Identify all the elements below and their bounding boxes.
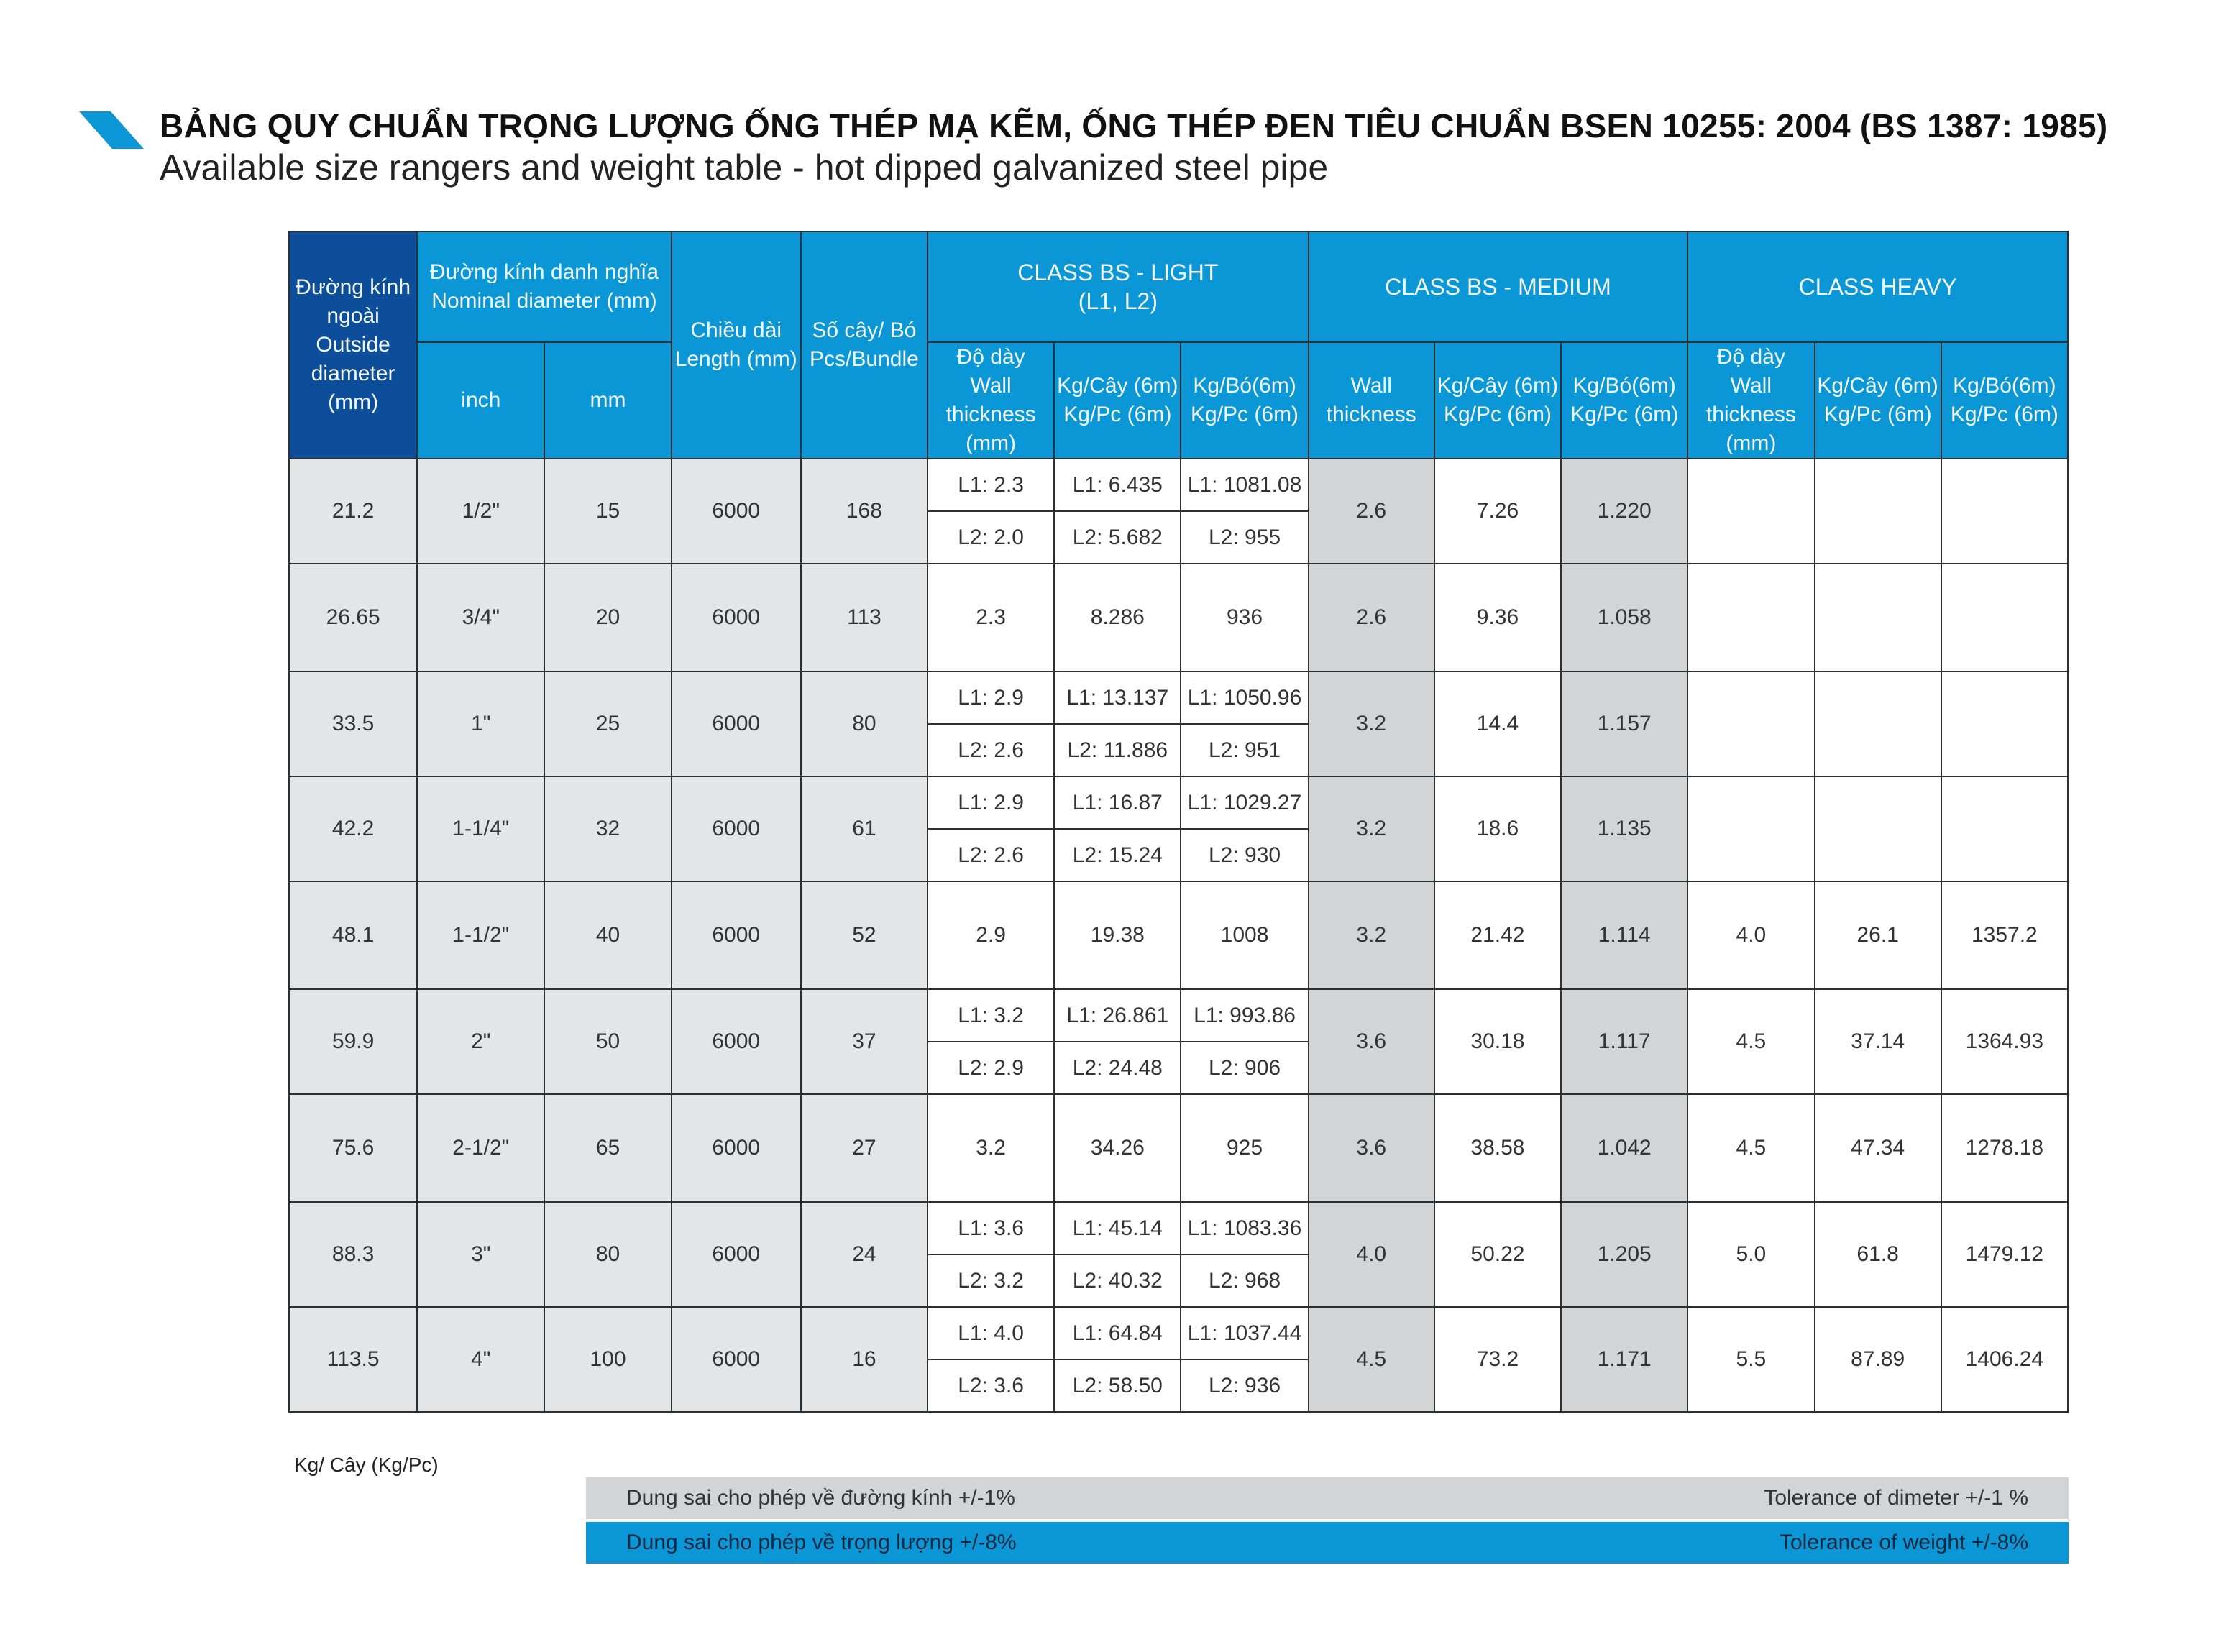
light-kg-cay-cell: 34.26 bbox=[1054, 1094, 1181, 1202]
medium-thickness-cell: 3.2 bbox=[1309, 881, 1434, 989]
header-light-kg-bo: Kg/Bó(6m) Kg/Pc (6m) bbox=[1181, 342, 1308, 459]
light-thickness-cell: L1: 3.6 bbox=[928, 1202, 1054, 1254]
heavy-kg-bo-cell: 1406.24 bbox=[1941, 1307, 2068, 1412]
light-thickness-cell: 2.3 bbox=[928, 564, 1054, 671]
light-kg-bo-cell: L2: 936 bbox=[1181, 1359, 1308, 1412]
table-row bbox=[289, 881, 2068, 989]
heavy-thickness-cell: 4.5 bbox=[1687, 989, 1814, 1094]
header-inch: inch bbox=[417, 342, 544, 459]
light-thickness-cell: L2: 2.6 bbox=[928, 829, 1054, 881]
outside-diameter-cell: 48.1 bbox=[289, 881, 417, 989]
mm-cell: 20 bbox=[544, 564, 671, 671]
light-kg-cay-cell: L2: 15.24 bbox=[1054, 829, 1181, 881]
light-kg-bo-cell: L1: 1029.27 bbox=[1181, 776, 1308, 829]
header-class-medium: CLASS BS - MEDIUM bbox=[1309, 231, 1688, 342]
header-outside-diameter: Đường kính ngoài Outside diameter (mm) bbox=[289, 231, 417, 459]
page-subtitle: Available size rangers and weight table - hot dipped galvanized steel pipe bbox=[160, 147, 1329, 188]
inch-cell: 1-1/2" bbox=[417, 881, 544, 989]
heavy-kg-bo-cell bbox=[1941, 671, 2068, 776]
header-mm: mm bbox=[544, 342, 671, 459]
light-kg-cay-cell: L1: 16.87 bbox=[1054, 776, 1181, 829]
medium-kg-cay-cell: 30.18 bbox=[1434, 989, 1561, 1094]
heavy-kg-cay-cell: 47.34 bbox=[1815, 1094, 1941, 1202]
mm-cell: 50 bbox=[544, 989, 671, 1094]
heavy-thickness-cell: 5.5 bbox=[1687, 1307, 1814, 1412]
header-heavy-thickness: Độ dày Wall thickness (mm) bbox=[1687, 342, 1814, 459]
length-cell: 6000 bbox=[672, 989, 801, 1094]
medium-thickness-cell: 4.0 bbox=[1309, 1202, 1434, 1307]
table-row bbox=[289, 671, 2068, 724]
medium-thickness-cell: 3.6 bbox=[1309, 1094, 1434, 1202]
header-class-heavy: CLASS HEAVY bbox=[1687, 231, 2068, 342]
table-row bbox=[289, 1307, 2068, 1359]
heavy-kg-cay-cell bbox=[1815, 776, 1941, 881]
pcs-bundle-cell: 168 bbox=[801, 459, 928, 564]
header-nominal-diameter: Đường kính danh nghĩa Nominal diameter (mm) bbox=[417, 231, 671, 342]
outside-diameter-cell: 33.5 bbox=[289, 671, 417, 776]
light-thickness-cell: L2: 3.2 bbox=[928, 1254, 1054, 1307]
pcs-bundle-cell: 16 bbox=[801, 1307, 928, 1412]
page-title: BẢNG QUY CHUẨN TRỌNG LƯỢNG ỐNG THÉP MẠ KẼM, ỐNG THÉP ĐEN TIÊU CHUẨN BSEN 10255: 2004 (BS 1387: 1985) bbox=[160, 107, 2108, 144]
light-kg-bo-cell: L2: 906 bbox=[1181, 1042, 1308, 1094]
outside-diameter-cell: 42.2 bbox=[289, 776, 417, 881]
pcs-bundle-cell: 61 bbox=[801, 776, 928, 881]
outside-diameter-cell: 21.2 bbox=[289, 459, 417, 564]
pcs-bundle-cell: 27 bbox=[801, 1094, 928, 1202]
light-kg-cay-cell: L2: 24.48 bbox=[1054, 1042, 1181, 1094]
heavy-kg-cay-cell: 61.8 bbox=[1815, 1202, 1941, 1307]
light-kg-cay-cell: L1: 26.861 bbox=[1054, 989, 1181, 1042]
inch-cell: 1" bbox=[417, 671, 544, 776]
length-cell: 6000 bbox=[672, 1202, 801, 1307]
outside-diameter-cell: 75.6 bbox=[289, 1094, 417, 1202]
light-thickness-cell: L1: 2.9 bbox=[928, 776, 1054, 829]
mm-cell: 40 bbox=[544, 881, 671, 989]
tolerance-diameter-en: Tolerance of dimeter +/-1 % bbox=[1764, 1486, 2028, 1510]
light-kg-cay-cell: L2: 58.50 bbox=[1054, 1359, 1181, 1412]
tolerance-weight-vn: Dung sai cho phép về trọng lượng +/-8% bbox=[626, 1531, 1017, 1554]
light-thickness-cell: L2: 2.6 bbox=[928, 724, 1054, 776]
length-cell: 6000 bbox=[672, 776, 801, 881]
header-heavy-kg-bo: Kg/Bó(6m) Kg/Pc (6m) bbox=[1941, 342, 2068, 459]
heavy-kg-cay-cell: 87.89 bbox=[1815, 1307, 1941, 1412]
inch-cell: 2" bbox=[417, 989, 544, 1094]
heavy-kg-bo-cell: 1278.18 bbox=[1941, 1094, 2068, 1202]
header-light-thickness: Độ dày Wall thickness (mm) bbox=[928, 342, 1054, 459]
medium-thickness-cell: 3.6 bbox=[1309, 989, 1434, 1094]
outside-diameter-cell: 26.65 bbox=[289, 564, 417, 671]
medium-thickness-cell: 2.6 bbox=[1309, 459, 1434, 564]
table-body bbox=[289, 459, 2068, 1412]
pcs-bundle-cell: 24 bbox=[801, 1202, 928, 1307]
mm-cell: 32 bbox=[544, 776, 671, 881]
length-cell: 6000 bbox=[672, 459, 801, 564]
light-kg-cay-cell: L2: 40.32 bbox=[1054, 1254, 1181, 1307]
light-kg-bo-cell: L1: 1083.36 bbox=[1181, 1202, 1308, 1254]
heavy-thickness-cell: 4.5 bbox=[1687, 1094, 1814, 1202]
light-kg-bo-cell: 1008 bbox=[1181, 881, 1308, 989]
heavy-kg-bo-cell bbox=[1941, 459, 2068, 564]
pcs-bundle-cell: 80 bbox=[801, 671, 928, 776]
length-cell: 6000 bbox=[672, 1094, 801, 1202]
medium-kg-cay-cell: 38.58 bbox=[1434, 1094, 1561, 1202]
pcs-bundle-cell: 52 bbox=[801, 881, 928, 989]
inch-cell: 3" bbox=[417, 1202, 544, 1307]
table-row bbox=[289, 459, 2068, 511]
light-kg-bo-cell: L1: 1037.44 bbox=[1181, 1307, 1308, 1359]
outside-diameter-cell: 88.3 bbox=[289, 1202, 417, 1307]
heavy-kg-bo-cell: 1357.2 bbox=[1941, 881, 2068, 989]
tolerance-weight-en: Tolerance of weight +/-8% bbox=[1779, 1531, 2028, 1554]
inch-cell: 4" bbox=[417, 1307, 544, 1412]
medium-kg-bo-cell: 1.220 bbox=[1561, 459, 1687, 564]
blue-stripe-icon bbox=[79, 111, 144, 149]
inch-cell: 3/4" bbox=[417, 564, 544, 671]
medium-kg-cay-cell: 73.2 bbox=[1434, 1307, 1561, 1412]
pcs-bundle-cell: 37 bbox=[801, 989, 928, 1094]
heavy-thickness-cell bbox=[1687, 776, 1814, 881]
medium-kg-bo-cell: 1.114 bbox=[1561, 881, 1687, 989]
mm-cell: 65 bbox=[544, 1094, 671, 1202]
medium-kg-bo-cell: 1.058 bbox=[1561, 564, 1687, 671]
medium-kg-bo-cell: 1.117 bbox=[1561, 989, 1687, 1094]
medium-kg-cay-cell: 9.36 bbox=[1434, 564, 1561, 671]
header-medium-thickness: Wall thickness bbox=[1309, 342, 1434, 459]
medium-thickness-cell: 4.5 bbox=[1309, 1307, 1434, 1412]
heavy-kg-bo-cell: 1364.93 bbox=[1941, 989, 2068, 1094]
heavy-thickness-cell bbox=[1687, 671, 1814, 776]
light-kg-cay-cell: L1: 45.14 bbox=[1054, 1202, 1181, 1254]
length-cell: 6000 bbox=[672, 1307, 801, 1412]
light-kg-bo-cell: L1: 1081.08 bbox=[1181, 459, 1308, 511]
light-thickness-cell: L2: 3.6 bbox=[928, 1359, 1054, 1412]
heavy-thickness-cell bbox=[1687, 564, 1814, 671]
light-kg-bo-cell: L2: 955 bbox=[1181, 511, 1308, 564]
medium-kg-bo-cell: 1.205 bbox=[1561, 1202, 1687, 1307]
light-kg-bo-cell: L1: 993.86 bbox=[1181, 989, 1308, 1042]
light-kg-cay-cell: L2: 11.886 bbox=[1054, 724, 1181, 776]
header-pcs-bundle: Số cây/ Bó Pcs/Bundle bbox=[801, 231, 928, 459]
inch-cell: 1-1/4" bbox=[417, 776, 544, 881]
heavy-kg-cay-cell bbox=[1815, 671, 1941, 776]
outside-diameter-cell: 59.9 bbox=[289, 989, 417, 1094]
header-medium-kg-bo: Kg/Bó(6m) Kg/Pc (6m) bbox=[1561, 342, 1687, 459]
medium-kg-cay-cell: 7.26 bbox=[1434, 459, 1561, 564]
inch-cell: 2-1/2" bbox=[417, 1094, 544, 1202]
header-class-light: CLASS BS - LIGHT (L1, L2) bbox=[928, 231, 1309, 342]
heavy-kg-bo-cell bbox=[1941, 564, 2068, 671]
heavy-kg-cay-cell: 37.14 bbox=[1815, 989, 1941, 1094]
table-row bbox=[289, 564, 2068, 671]
tolerance-diameter-vn: Dung sai cho phép về đường kính +/-1% bbox=[626, 1486, 1015, 1510]
medium-kg-bo-cell: 1.135 bbox=[1561, 776, 1687, 881]
pcs-bundle-cell: 113 bbox=[801, 564, 928, 671]
heavy-kg-cay-cell bbox=[1815, 459, 1941, 564]
mm-cell: 100 bbox=[544, 1307, 671, 1412]
medium-kg-cay-cell: 18.6 bbox=[1434, 776, 1561, 881]
length-cell: 6000 bbox=[672, 564, 801, 671]
heavy-thickness-cell: 4.0 bbox=[1687, 881, 1814, 989]
heavy-thickness-cell bbox=[1687, 459, 1814, 564]
medium-thickness-cell: 2.6 bbox=[1309, 564, 1434, 671]
outside-diameter-cell: 113.5 bbox=[289, 1307, 417, 1412]
medium-kg-cay-cell: 21.42 bbox=[1434, 881, 1561, 989]
light-kg-bo-cell: 925 bbox=[1181, 1094, 1308, 1202]
table-row bbox=[289, 1202, 2068, 1254]
light-kg-bo-cell: 936 bbox=[1181, 564, 1308, 671]
light-kg-bo-cell: L1: 1050.96 bbox=[1181, 671, 1308, 724]
light-kg-cay-cell: 8.286 bbox=[1054, 564, 1181, 671]
light-kg-bo-cell: L2: 951 bbox=[1181, 724, 1308, 776]
medium-kg-cay-cell: 14.4 bbox=[1434, 671, 1561, 776]
light-kg-cay-cell: L2: 5.682 bbox=[1054, 511, 1181, 564]
heavy-kg-cay-cell bbox=[1815, 564, 1941, 671]
header-heavy-kg-cay: Kg/Cây (6m) Kg/Pc (6m) bbox=[1815, 342, 1941, 459]
light-thickness-cell: L1: 2.3 bbox=[928, 459, 1054, 511]
light-thickness-cell: L2: 2.9 bbox=[928, 1042, 1054, 1094]
light-thickness-cell: L1: 2.9 bbox=[928, 671, 1054, 724]
unit-note: Kg/ Cây (Kg/Pc) bbox=[294, 1454, 439, 1476]
heavy-thickness-cell: 5.0 bbox=[1687, 1202, 1814, 1307]
light-thickness-cell: L1: 3.2 bbox=[928, 989, 1054, 1042]
medium-kg-bo-cell: 1.157 bbox=[1561, 671, 1687, 776]
table-row bbox=[289, 1094, 2068, 1202]
light-kg-cay-cell: L1: 13.137 bbox=[1054, 671, 1181, 724]
mm-cell: 25 bbox=[544, 671, 671, 776]
tolerance-weight-bar bbox=[586, 1522, 2069, 1564]
light-kg-bo-cell: L2: 930 bbox=[1181, 829, 1308, 881]
medium-kg-bo-cell: 1.171 bbox=[1561, 1307, 1687, 1412]
light-thickness-cell: 3.2 bbox=[928, 1094, 1054, 1202]
medium-thickness-cell: 3.2 bbox=[1309, 671, 1434, 776]
table-row bbox=[289, 776, 2068, 829]
length-cell: 6000 bbox=[672, 671, 801, 776]
heavy-kg-bo-cell bbox=[1941, 776, 2068, 881]
mm-cell: 80 bbox=[544, 1202, 671, 1307]
light-thickness-cell: L1: 4.0 bbox=[928, 1307, 1054, 1359]
tolerance-diameter-bar bbox=[586, 1477, 2069, 1519]
header-medium-kg-cay: Kg/Cây (6m) Kg/Pc (6m) bbox=[1434, 342, 1561, 459]
inch-cell: 1/2" bbox=[417, 459, 544, 564]
light-thickness-cell: 2.9 bbox=[928, 881, 1054, 989]
header-light-kg-cay: Kg/Cây (6m) Kg/Pc (6m) bbox=[1054, 342, 1181, 459]
light-thickness-cell: L2: 2.0 bbox=[928, 511, 1054, 564]
weight-table bbox=[288, 231, 2069, 1413]
light-kg-cay-cell: 19.38 bbox=[1054, 881, 1181, 989]
table-row bbox=[289, 989, 2068, 1042]
light-kg-bo-cell: L2: 968 bbox=[1181, 1254, 1308, 1307]
medium-thickness-cell: 3.2 bbox=[1309, 776, 1434, 881]
heavy-kg-cay-cell: 26.1 bbox=[1815, 881, 1941, 989]
heavy-kg-bo-cell: 1479.12 bbox=[1941, 1202, 2068, 1307]
mm-cell: 15 bbox=[544, 459, 671, 564]
medium-kg-cay-cell: 50.22 bbox=[1434, 1202, 1561, 1307]
light-kg-cay-cell: L1: 6.435 bbox=[1054, 459, 1181, 511]
light-kg-cay-cell: L1: 64.84 bbox=[1054, 1307, 1181, 1359]
header-length: Chiều dài Length (mm) bbox=[672, 231, 801, 459]
medium-kg-bo-cell: 1.042 bbox=[1561, 1094, 1687, 1202]
length-cell: 6000 bbox=[672, 881, 801, 989]
